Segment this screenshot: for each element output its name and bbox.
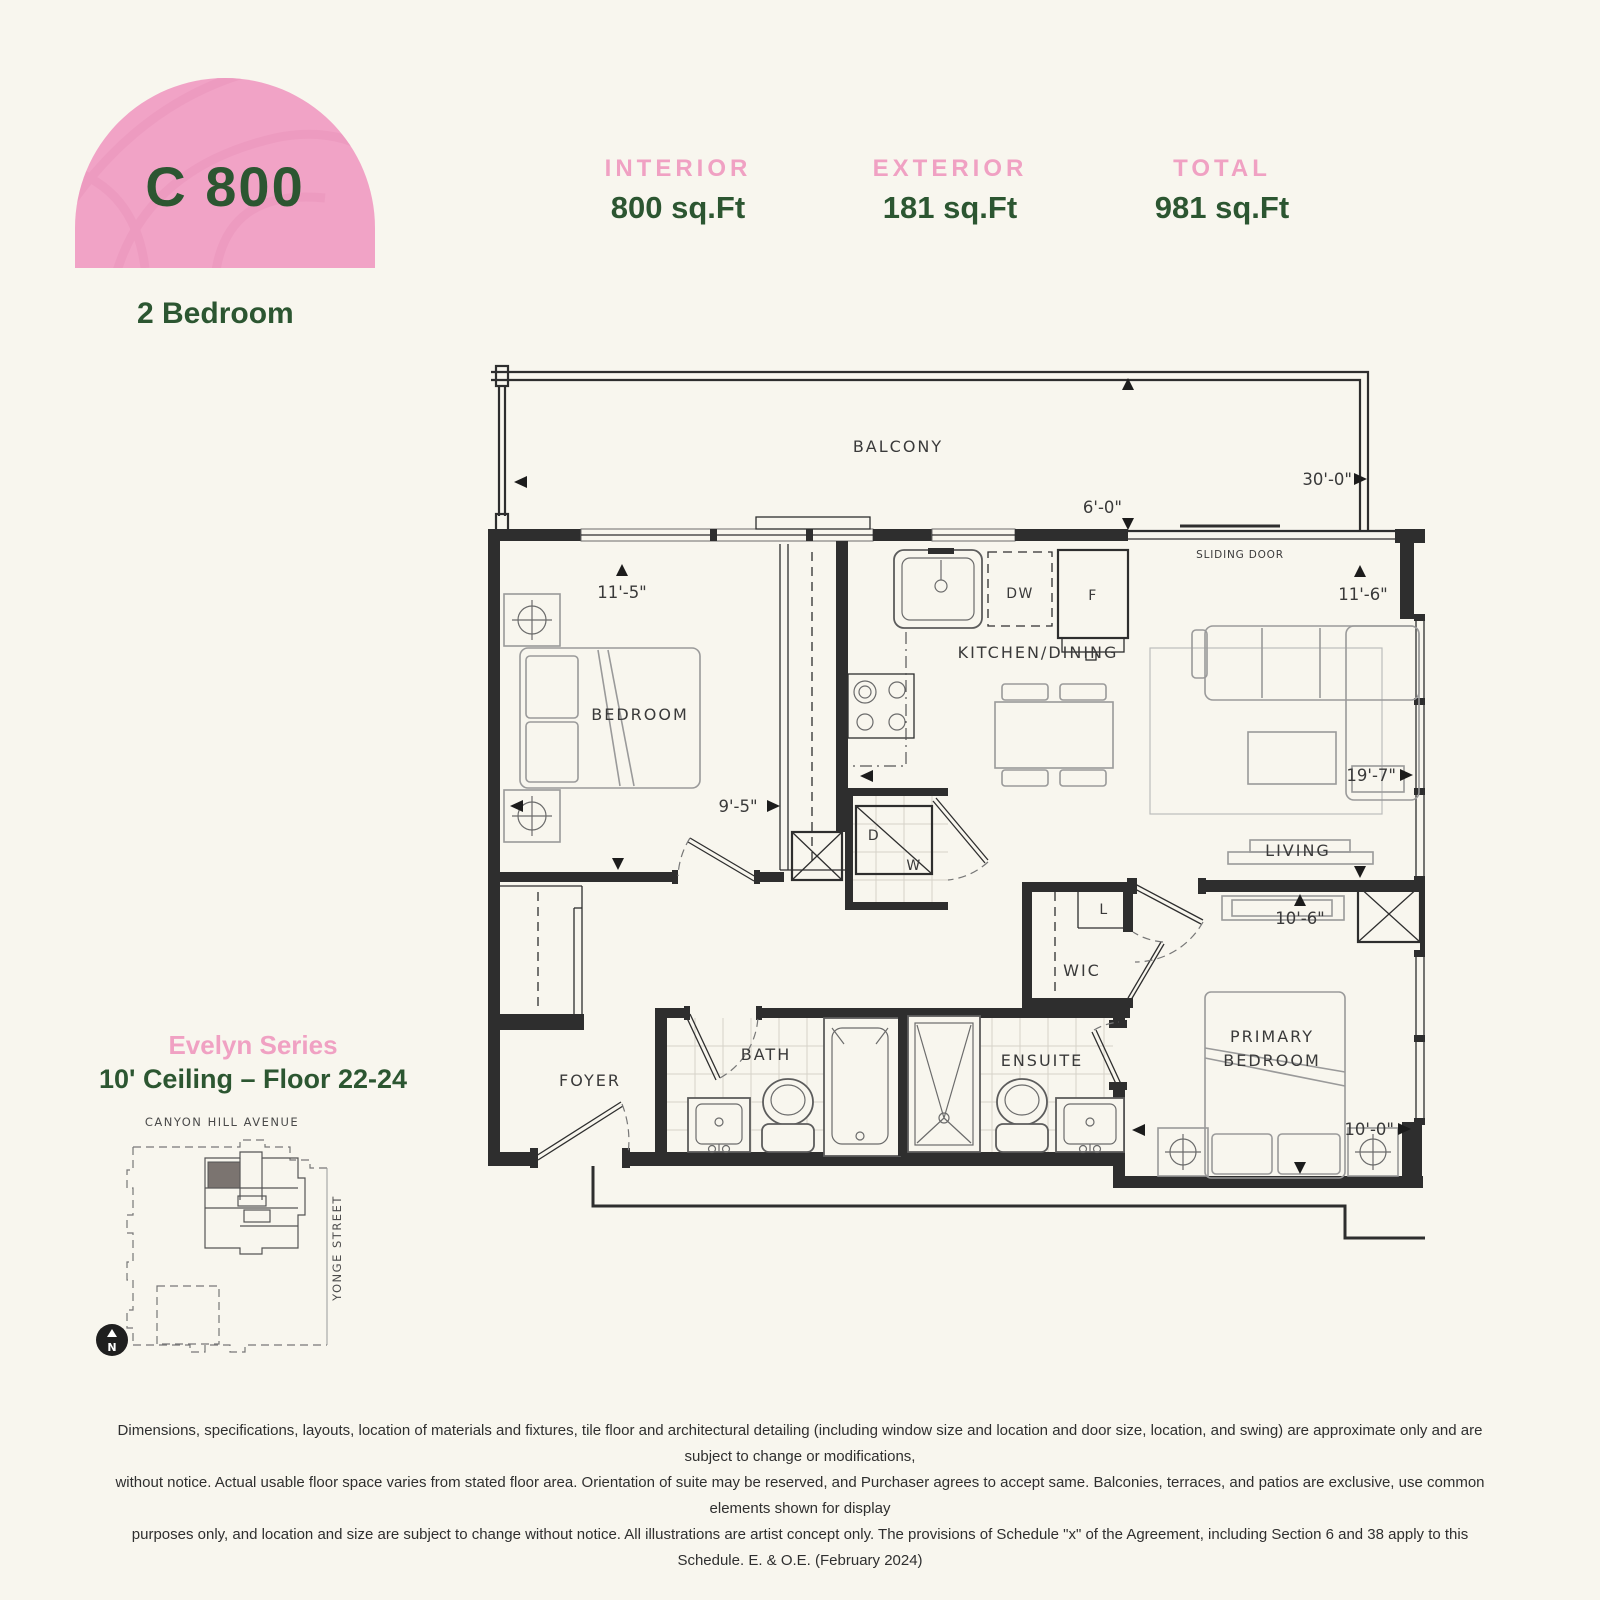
dining-table (995, 684, 1113, 786)
dim-arrow-left (514, 476, 527, 488)
balcony-depth-dim: 6'-0" (1082, 498, 1122, 517)
foyer-label: FOYER (559, 1071, 621, 1090)
bedroom-label: BEDROOM (591, 705, 689, 724)
entry-door (536, 1102, 629, 1160)
primary-width-dim: 10'-0" (1344, 1120, 1394, 1139)
dim-arrow-up (1354, 565, 1366, 577)
bath (655, 1006, 908, 1166)
stat-interior (568, 155, 788, 226)
living-depth-dim: 11'-6" (1338, 585, 1388, 604)
stat-total (1112, 155, 1332, 226)
laundry-closet (792, 788, 988, 910)
stat-exterior (840, 155, 1060, 226)
sofa (1205, 626, 1419, 700)
disclaimer-line-2: without notice. Actual usable floor space varies from stated floor area. Orientation of suite may be reserved, and Purchaser agrees to accept same. Balconies, terraces, and patios are exclusive, use common elements shown for display (115, 1474, 1485, 1517)
stat-interior-value: 800 sq.Ft (610, 190, 746, 225)
bottom-walls (488, 1148, 1425, 1238)
bedroom-width-dim: 9'-5" (718, 797, 758, 816)
pillow (526, 656, 578, 718)
primary-depth-dim: 10'-6" (1275, 909, 1325, 928)
dim-arrow-left (860, 770, 873, 782)
dim-arrow-up (616, 564, 628, 576)
dim-arrow-down (612, 858, 624, 870)
disclaimer-line-1: Dimensions, specifications, layouts, location of materials and fixtures, tile floor and architectural detailing (including window size and location and door size, location, and swing) are approximate only and are subject to change or modifications, (117, 1422, 1483, 1465)
unit-type: 2 Bedroom (137, 297, 294, 330)
stat-exterior-label: EXTERIOR (872, 155, 1028, 182)
dim-arrow-down (1354, 866, 1366, 878)
kitchen-sink (894, 550, 982, 628)
balcony-label: BALCONY (852, 437, 944, 456)
foyer (500, 886, 584, 1030)
street-top-label: CANYON HILL AVENUE (144, 1115, 300, 1129)
coffee-table (1248, 732, 1336, 784)
dim-arrow-right (767, 800, 780, 812)
linen-label: L (1099, 902, 1109, 918)
living-length-dim: 19'-7" (1346, 766, 1396, 785)
wic-label: WIC (1063, 961, 1101, 980)
dim-arrow-down (1294, 1162, 1306, 1174)
unit-badge-arch (75, 78, 375, 268)
unit-code: C 800 (145, 154, 305, 218)
fridge-label: F (1088, 588, 1098, 604)
ensuite (908, 1008, 1130, 1160)
stat-interior-label: INTERIOR (604, 155, 752, 182)
dishwasher-label: DW (1006, 586, 1034, 602)
site-key-map (85, 1095, 425, 1370)
street-right-label: YONGE STREET (330, 1195, 344, 1301)
dim-arrow-down (1122, 518, 1134, 530)
pillow (526, 722, 578, 782)
pillow (1212, 1134, 1272, 1174)
shower (908, 1016, 980, 1152)
north-arrow-icon (96, 1324, 128, 1356)
disclaimer-line-3: purposes only, and location and size are subject to change without notice. All illustrations are artist concept only. The provisions of Schedule "x" of the Agreement, including Section 6 and 38 apply to this Schedule. E. & O.E. (February 2024) (131, 1526, 1469, 1569)
bath-toilet (763, 1079, 813, 1125)
dryer-label: D (867, 828, 881, 844)
living-label: LIVING (1265, 841, 1331, 860)
left-wall (488, 529, 500, 1166)
stat-total-value: 981 sq.Ft (1154, 190, 1290, 225)
sliding-door-label: SLIDING DOOR (1196, 549, 1284, 561)
ceiling-floor-info: 10' Ceiling – Floor 22-24 (98, 1064, 408, 1094)
highlighted-unit (208, 1162, 240, 1188)
primary-bedroom-label-2: BEDROOM (1223, 1051, 1321, 1070)
bedroom-depth-dim: 11'-5" (597, 583, 647, 602)
bed (1205, 992, 1345, 1178)
dim-arrow-right (1400, 769, 1413, 781)
kitchen-dining-label: KITCHEN/DINING (957, 643, 1119, 662)
pillow (1278, 1134, 1340, 1174)
building-footprint (205, 1152, 305, 1254)
ensuite-toilet (997, 1079, 1047, 1125)
stat-total-label: TOTAL (1173, 155, 1271, 182)
dim-arrow-left (1132, 1124, 1145, 1136)
series-name: Evelyn Series (168, 1030, 338, 1060)
north-label: N (107, 1341, 117, 1354)
floor-plan (475, 338, 1425, 1253)
washer-label: W (906, 858, 922, 874)
rug (1150, 648, 1382, 814)
dim-arrow-left (510, 800, 523, 812)
balcony-width-dim: 30'-0" (1302, 470, 1352, 489)
disclaimer (110, 1418, 1490, 1574)
stat-exterior-value: 181 sq.Ft (882, 190, 1018, 225)
bath-label: BATH (740, 1045, 792, 1064)
primary-bedroom-label-1: PRIMARY (1229, 1027, 1315, 1046)
ensuite-label: ENSUITE (1000, 1051, 1084, 1070)
wic (1022, 882, 1164, 1008)
